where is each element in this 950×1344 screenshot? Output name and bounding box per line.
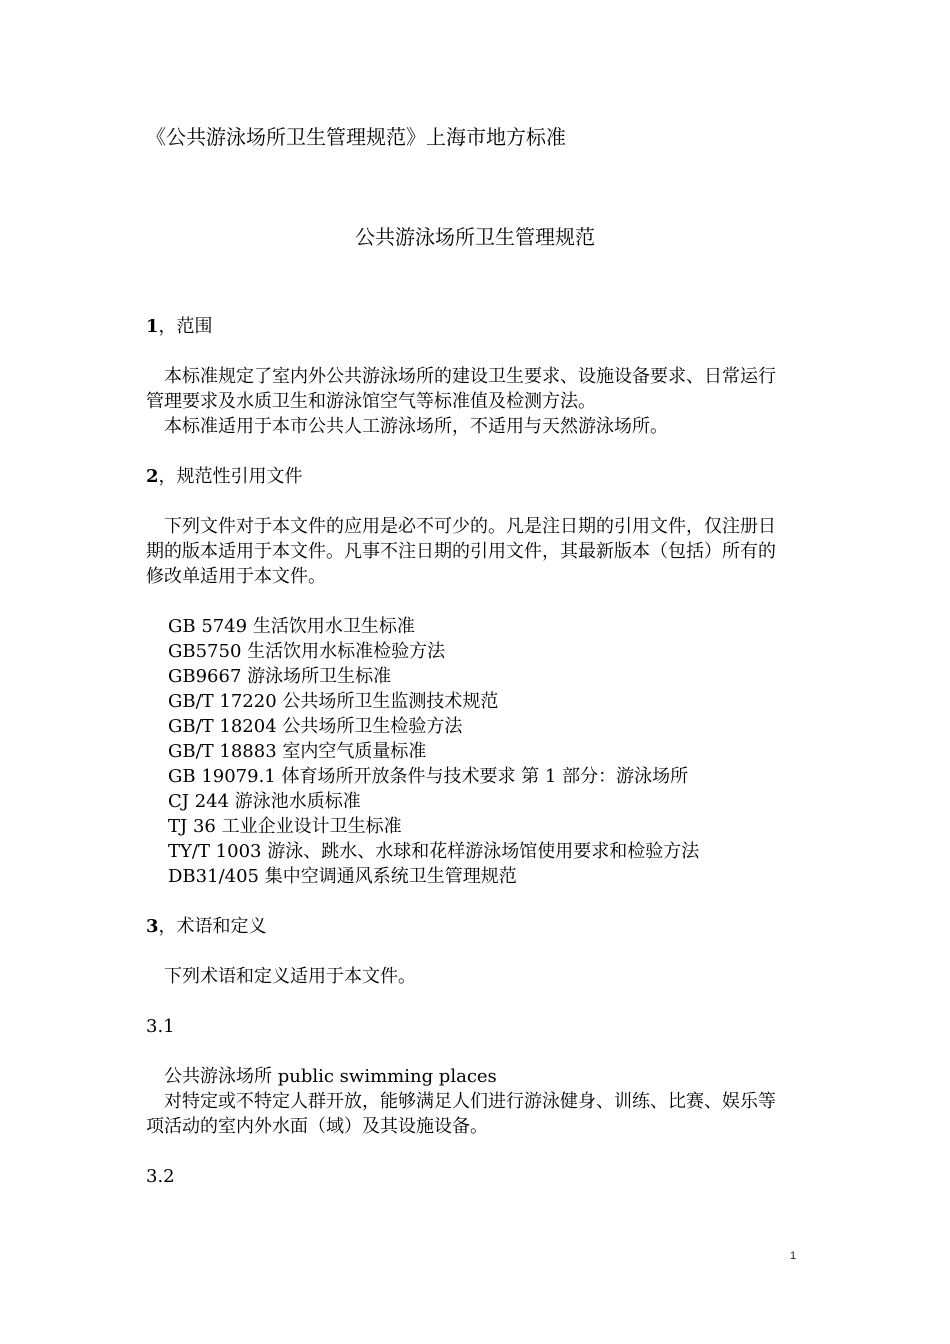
reference-item: GB/T 17220 公共场所卫生监测技术规范 [168,691,499,712]
section-1-paragraph-2: 本标准适用于本市公共人工游泳场所，不适用与天然游泳场所。 [164,416,668,437]
section-2-paragraph-line-2: 期的版本适用于本文件。凡事不注日期的引用文件，其最新版本（包括）所有的 [146,541,776,562]
section-1-heading [146,314,213,339]
section-1-paragraph-line-1: 本标准规定了室内外公共游泳场所的建设卫生要求、设施设备要求、日常运行 [164,366,776,387]
reference-item: TY/T 1003 游泳、跳水、水球和花样游泳场馆使用要求和检验方法 [168,841,700,862]
section-3-intro: 下列术语和定义适用于本文件。 [164,966,416,987]
section-2-heading [146,464,303,489]
section-1-separator: ， [158,316,177,337]
reference-item: GB5750 生活饮用水标准检验方法 [168,641,446,662]
reference-item: GB 19079.1 体育场所开放条件与技术要求 第 1 部分：游泳场所 [168,766,689,787]
standard-title: 公共游泳场所卫生管理规范 [355,225,595,249]
section-2-label: 规范性引用文件 [176,466,303,487]
reference-item: GB 5749 生活饮用水卫生标准 [168,616,415,637]
definition-3-1-line-1: 对特定或不特定人群开放，能够满足人们进行游泳健身、训练、比赛、娱乐等 [164,1091,776,1112]
reference-item: DB31/405 集中空调通风系统卫生管理规范 [168,866,517,887]
section-3-label: 术语和定义 [176,916,267,937]
reference-item: GB/T 18204 公共场所卫生检验方法 [168,716,463,737]
section-3-heading [146,914,267,939]
section-3-separator: ， [158,916,177,937]
section-2-paragraph-line-1: 下列文件对于本文件的应用是必不可少的。凡是注日期的引用文件，仅注册日 [164,516,776,537]
section-1-number: 1 [146,316,159,337]
section-3-number: 3 [146,916,159,937]
definition-3-1-line-2: 项活动的室内外水面（域）及其设施设备。 [146,1116,488,1137]
term-3-1: 公共游泳场所 public swimming places [164,1066,497,1087]
section-1-paragraph-line-2: 管理要求及水质卫生和游泳馆空气等标准值及检测方法。 [146,391,596,412]
section-1-label: 范围 [176,316,213,337]
subsection-3-1-number: 3.1 [146,1016,175,1037]
reference-item: GB/T 18883 室内空气质量标准 [168,741,427,762]
reference-item: CJ 244 游泳池水质标准 [168,791,361,812]
reference-item: TJ 36 工业企业设计卫生标准 [168,816,402,837]
subsection-3-2-number: 3.2 [146,1166,175,1187]
page-number: 1 [790,1250,797,1262]
document-title: 《公共游泳场所卫生管理规范》上海市地方标准 [146,125,566,149]
section-2-paragraph-line-3: 修改单适用于本文件。 [146,566,326,587]
reference-item: GB9667 游泳场所卫生标准 [168,666,392,687]
section-2-number: 2 [146,466,159,487]
section-2-separator: ， [158,466,177,487]
